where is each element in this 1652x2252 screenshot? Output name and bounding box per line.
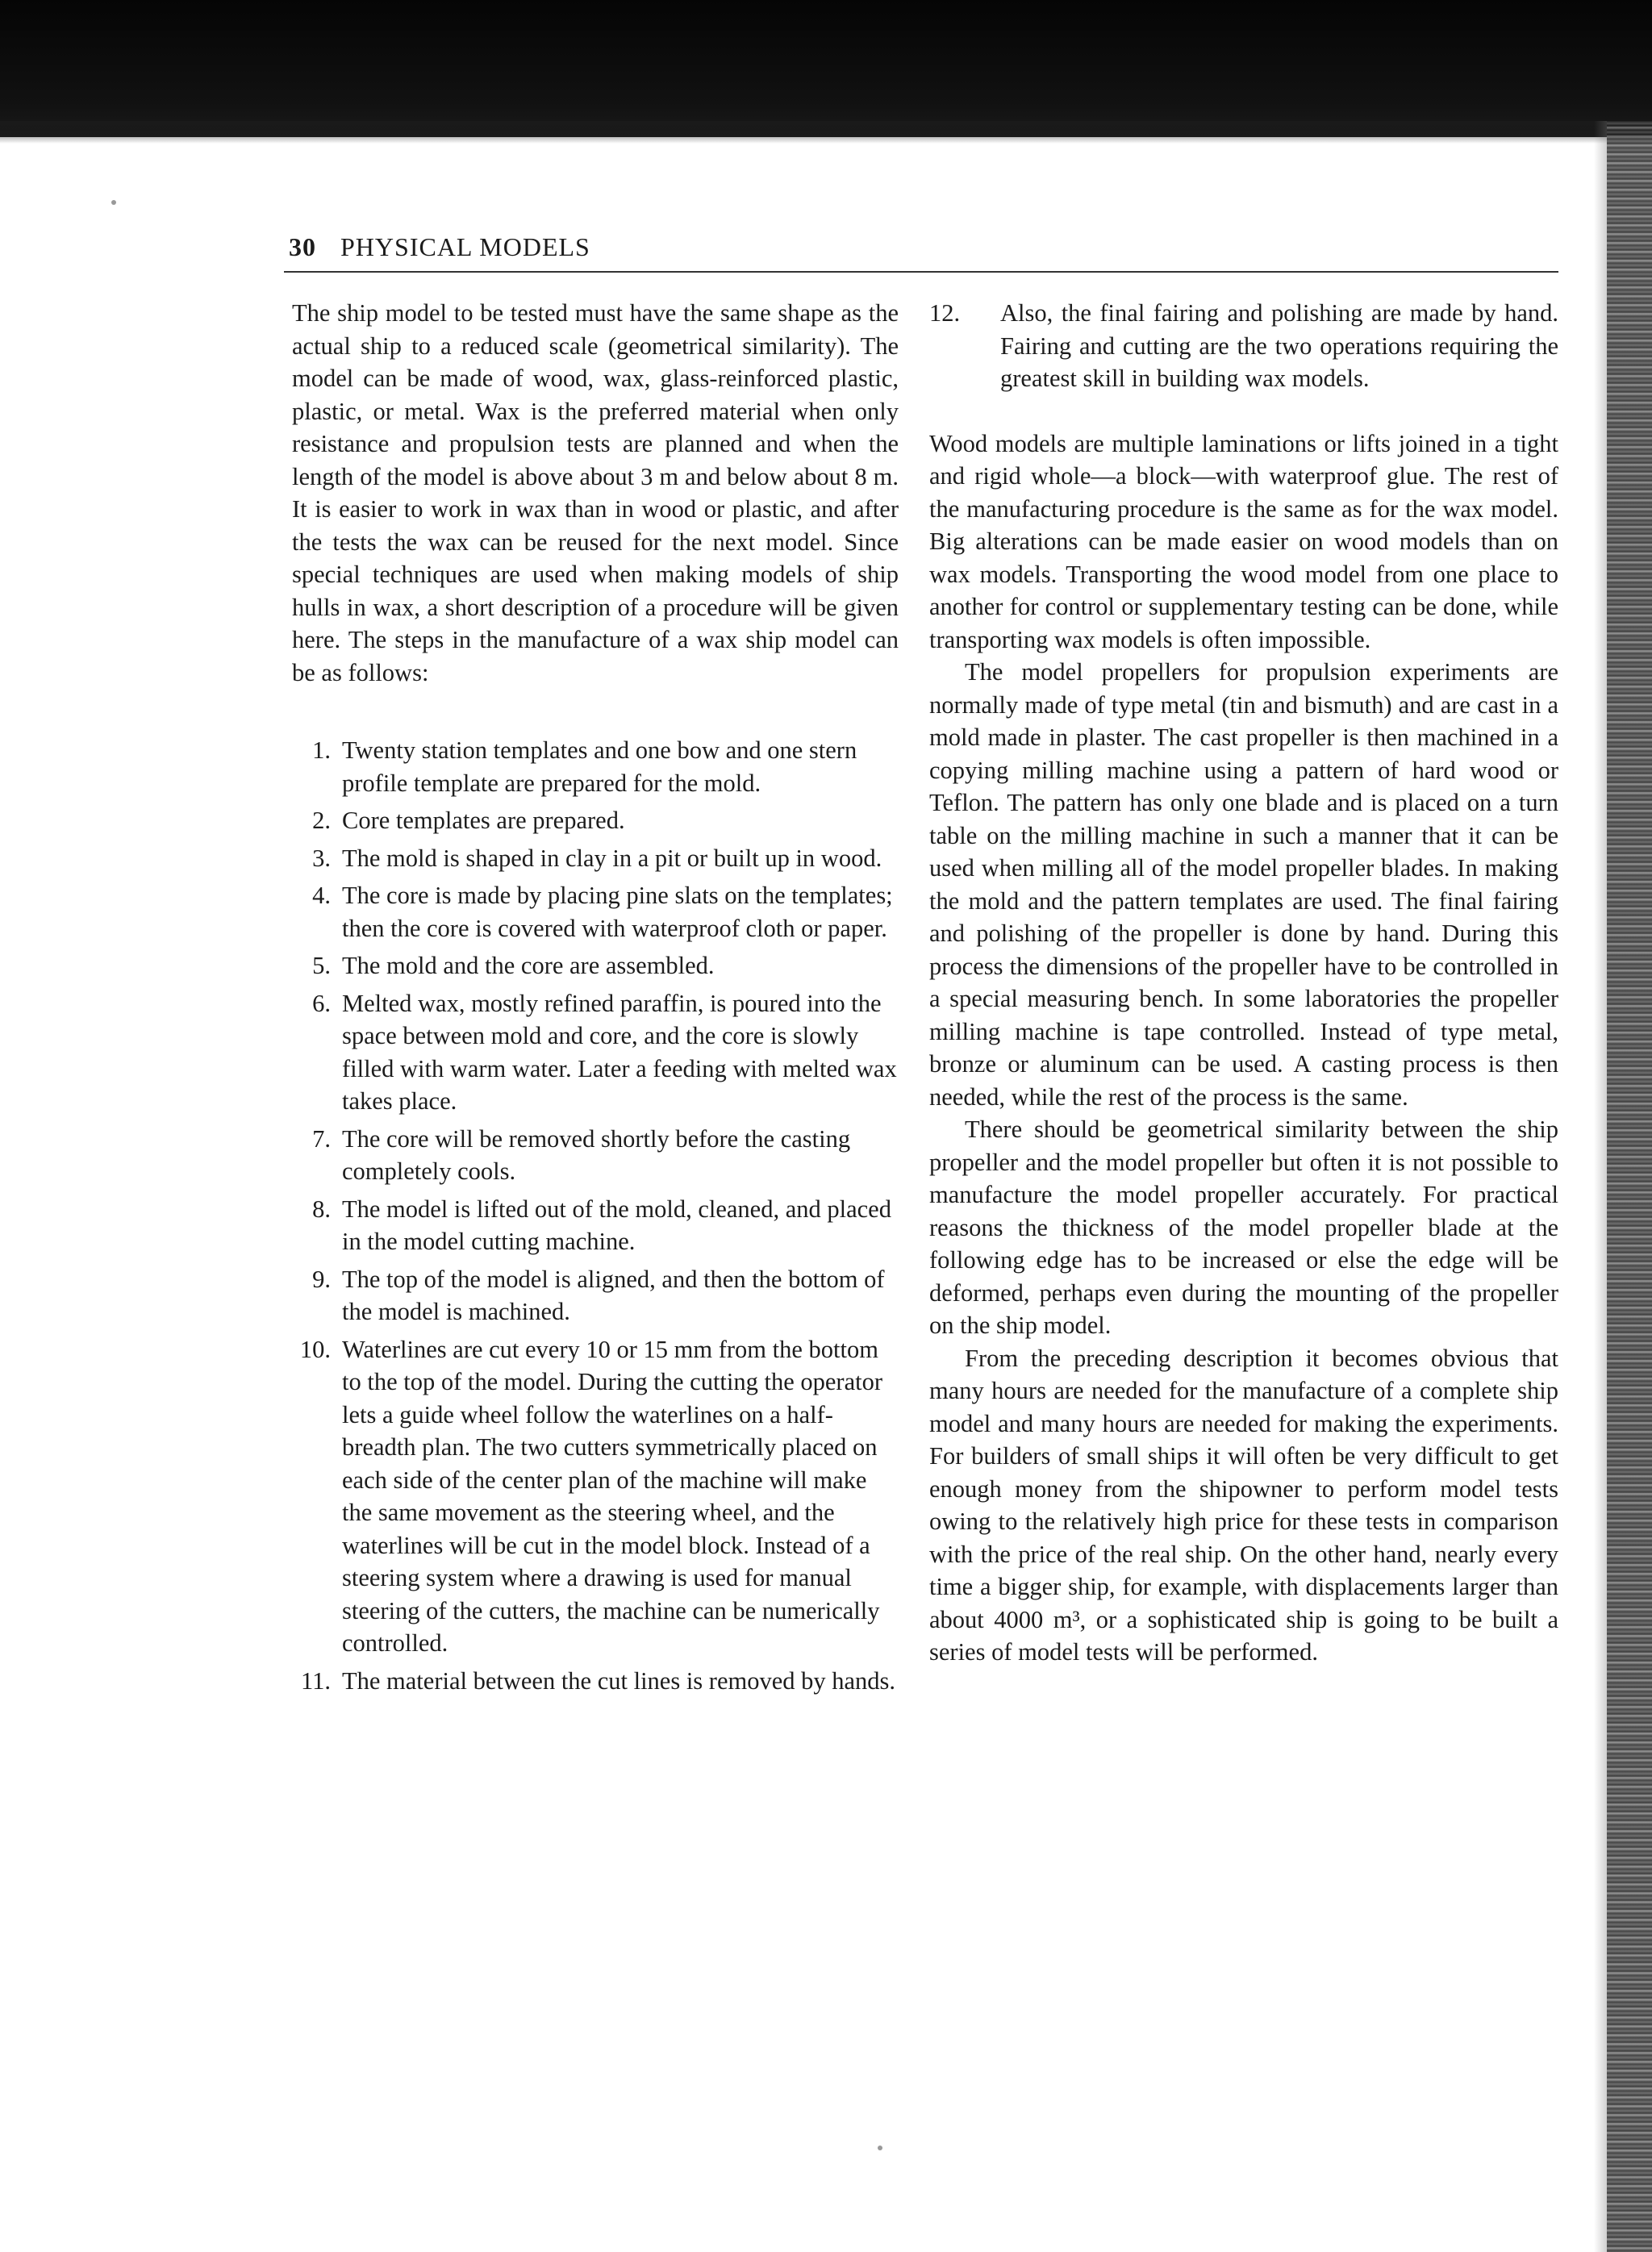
running-title: PHYSICAL MODELS (340, 232, 590, 261)
header-rule (284, 271, 1558, 273)
step-number: 7. (312, 1124, 331, 1153)
wood-models-paragraph: Wood models are multiple laminations or lifts joined in a tight and rigid whole—a block—with waterproof glue. The rest of the manufacturing procedure is the same as for the wax model. Big alterations can be made easier on wood models than on wax models. Transporting the wood model from one place to another for control or supplementary testing can be done, while transporting wax models is often impossible. (929, 429, 1558, 653)
step-number: 1. (312, 736, 331, 764)
left-column (292, 297, 899, 1702)
scan-speck (111, 200, 116, 205)
step-text: The core is made by placing pine slats on the templates; then the core is covered with waterproof cloth or paper. (342, 882, 893, 942)
step-text: Waterlines are cut every 10 or 15 mm from the bottom to the top of the model. During the cutting the operator lets a guide wheel follow the waterlines on a half-breadth plan. The two cutters symmetrically placed on each side of the center plan of the machine will make the same movement as the steering wheel, and the waterlines will be cut in the model block. Instead of a steering system where a drawing is used for manual steering of the cutters, the machine can be numerically controlled. (342, 1335, 882, 1657)
step-text: The model is lifted out of the mold, cleaned, and placed in the model cutting machine. (342, 1195, 891, 1255)
list-item (292, 879, 899, 945)
step-text: Twenty station templates and one bow and one stern profile template are prepared for the mold. (342, 736, 857, 797)
step-text: The core will be removed shortly before the casting completely cools. (342, 1124, 851, 1185)
step-number: 3. (312, 844, 331, 872)
list-item (292, 1333, 899, 1660)
scan-speck (878, 2146, 882, 2150)
intro-paragraph: The ship model to be tested must have the same shape as the actual ship to a reduced scale (geometrical similarity). The model can be made of wood, wax, glass-reinforced plastic, plastic, or metal. Wax is the preferred material when only resistance and propulsion tests are planned and when the length of the model is above about 3 m and below about 8 m. It is easier to work in wax than in wood or plastic, and after the tests the wax can be reused for the next model. Since special techniques are used when making models of ship hulls in wax, a short description of a procedure will be given here. The steps in the manufacture of a wax ship model can be as follows: (292, 299, 899, 686)
step-text: Core templates are prepared. (342, 807, 625, 834)
scan-shadow-edge (0, 121, 1652, 144)
procedure-steps-list (292, 734, 899, 1697)
list-item (292, 1193, 899, 1258)
step-number: 11. (301, 1666, 331, 1695)
step-text: The top of the model is aligned, and then the bottom of the model is machined. (342, 1265, 885, 1325)
right-column (929, 297, 1558, 1669)
step-number: 8. (312, 1195, 331, 1223)
step-text: The material between the cut lines is removed by hands. (342, 1666, 896, 1695)
step-text: Also, the final fairing and polishing are made by hand. Fairing and cutting are the two operations requiring the greatest skill in building wax models. (1000, 299, 1558, 392)
list-item (292, 1263, 899, 1328)
geometrical-similarity-paragraph: There should be geometrical similarity between the ship propeller and the model propeller but often it is not possible to manufacture the model propeller accurately. For practical reasons the thickness of the model propeller blade at the following edge has to be increased or else the edge will be deformed, perhaps even during the mounting of the propeller on the ship model. (929, 1116, 1558, 1339)
list-item (292, 949, 899, 982)
step-number: 12. (929, 299, 961, 327)
list-item (292, 734, 899, 799)
step-number: 2. (312, 807, 331, 834)
step-text: Melted wax, mostly refined paraffin, is poured into the space between mold and core, and the core is slowly filled with warm water. Later a feeding with melted wax takes place. (342, 989, 897, 1115)
step-number: 6. (312, 989, 331, 1017)
running-header (289, 232, 590, 262)
scan-binding-edge (1607, 121, 1652, 2252)
step-text: The mold and the core are assembled. (342, 952, 715, 979)
step-text: The mold is shaped in clay in a pit or built up in wood. (342, 844, 882, 872)
list-item (292, 987, 899, 1118)
step-number: 9. (312, 1265, 331, 1293)
step-number: 4. (312, 882, 331, 909)
step-number: 10. (299, 1335, 331, 1363)
model-propellers-paragraph: The model propellers for propulsion experiments are normally made of type metal (tin and bismuth) and are cast in a mold made in plaster. The cast propeller is then machined in a copying milling machine using a pattern of hard wood or Teflon. The pattern has only one blade and is placed on a turn table on the milling machine in such a manner that it can be used when milling all of the model propeller blades. In making the mold and the pattern templates are used. The final fairing and polishing of the propeller is done by hand. During this process the dimensions of the propeller have to be controlled in a special measuring bench. In some laboratories the propeller milling machine is tape controlled. Instead of type metal, bronze or aluminum can be used. A casting process is then needed, while the rest of the process is the same. (929, 658, 1558, 1111)
list-item (292, 804, 899, 837)
list-item (929, 297, 1558, 395)
list-item (292, 1665, 899, 1698)
list-item (292, 842, 899, 875)
list-item (292, 1123, 899, 1188)
scan-binding-shadow (1594, 121, 1607, 2252)
page-number: 30 (289, 232, 316, 261)
step-number: 5. (312, 952, 331, 979)
scan-dark-top-border (0, 0, 1652, 137)
model-cost-paragraph: From the preceding description it becomes obvious that many hours are needed for the manufacture of a complete ship model and many hours are needed for making the experiments. For builders of small ships it will often be very difficult to get enough money from the shipowner to perform model tests owing to the relatively high price for these tests in comparison with the price of the real ship. On the other hand, nearly every time a bigger ship, for example, with displacements larger than about 4000 m³, or a sophisticated ship is going to be built a series of model tests will be performed. (929, 1344, 1558, 1666)
